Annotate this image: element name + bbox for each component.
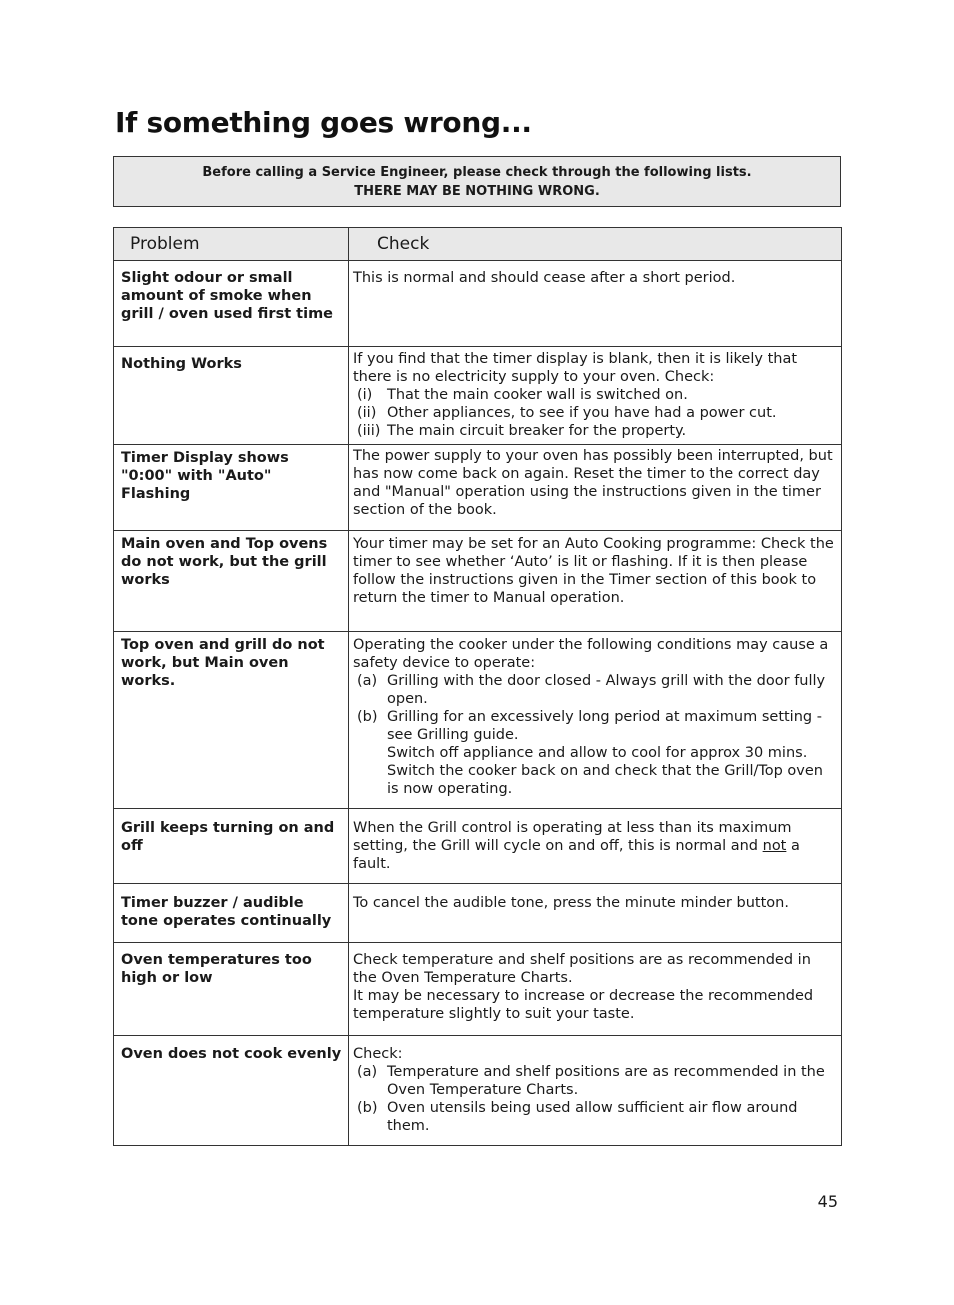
item-text: Grilling with the door closed - Always grill with the door fully open.	[387, 673, 826, 707]
check-cell	[349, 347, 842, 445]
header-problem: Problem	[114, 228, 349, 261]
notice-line-1: Before calling a Service Engineer, please check through the following lists.	[202, 165, 752, 180]
item-marker: (ii)	[357, 405, 377, 421]
header-check: Check	[349, 228, 842, 261]
problem-cell: Grill keeps turning on and off	[114, 809, 349, 884]
check-text: Check temperature and shelf positions are as recommended in the Oven Temperature Charts.	[353, 952, 811, 986]
check-text: When the Grill control is operating at less than its maximum setting, the Grill will cycle on and off, this is normal and	[353, 820, 792, 854]
check-list-item	[353, 386, 837, 404]
item-marker: (iii)	[357, 423, 381, 439]
table-row	[114, 261, 842, 347]
problem-cell: Timer Display shows "0:00" with "Auto" Flashing	[114, 445, 349, 531]
item-marker: (a)	[357, 1064, 378, 1080]
check-text: Check:	[353, 1046, 403, 1062]
problem-cell: Oven does not cook evenly	[114, 1036, 349, 1146]
check-cell	[349, 943, 842, 1036]
check-list-item	[353, 404, 837, 422]
check-list-item	[353, 1063, 837, 1099]
item-text: Oven utensils being used allow sufficient air flow around them.	[387, 1100, 798, 1134]
check-text: The power supply to your oven has possibly been interrupted, but has now come back on again. Reset the timer to the correct day and "Manual" operation using the instructions given in the timer section of the book.	[353, 448, 833, 518]
check-cell	[349, 632, 842, 809]
table-row	[114, 445, 842, 531]
check-emphasis: not	[762, 838, 787, 854]
table-row	[114, 632, 842, 809]
item-marker: (b)	[357, 709, 378, 725]
table-row	[114, 347, 842, 445]
check-text: To cancel the audible tone, press the minute minder button.	[353, 895, 789, 911]
check-text: Operating the cooker under the following conditions may cause a safety device to operate:	[353, 637, 829, 671]
check-list-item	[353, 1099, 837, 1135]
page-title: If something goes wrong...	[115, 106, 532, 139]
problem-cell: Nothing Works	[114, 347, 349, 445]
table-row	[114, 531, 842, 632]
check-text-tail: a fault.	[353, 838, 800, 872]
check-cell	[349, 531, 842, 632]
problem-cell: Top oven and grill do not work, but Main oven works.	[114, 632, 349, 809]
table-row	[114, 1036, 842, 1146]
item-marker: (a)	[357, 673, 378, 689]
item-text: Grilling for an excessively long period at maximum setting - see Grilling guide.	[387, 709, 822, 743]
notice-line-2: THERE MAY BE NOTHING WRONG.	[354, 184, 600, 199]
table-row	[114, 943, 842, 1036]
item-text: That the main cooker wall is switched on.	[387, 387, 688, 403]
table-row	[114, 809, 842, 884]
check-cell	[349, 261, 842, 347]
check-list-item	[353, 708, 837, 744]
check-text: If you find that the timer display is blank, then it is likely that there is no electricity supply to your oven. Check:	[353, 351, 798, 385]
table-row	[114, 884, 842, 943]
problem-cell: Timer buzzer / audible tone operates continually	[114, 884, 349, 943]
check-text: Your timer may be set for an Auto Cooking programme: Check the timer to see whether ‘Auto’ is lit or flashing. If it is then please follow the instructions given in the Timer section of this book to return the timer to Manual operation.	[353, 536, 834, 606]
page-number: 45	[817, 1192, 838, 1211]
check-cell	[349, 809, 842, 884]
check-list-item	[353, 672, 837, 708]
check-list-item	[353, 422, 837, 440]
check-cell	[349, 445, 842, 531]
check-text-2: It may be necessary to increase or decrease the recommended temperature slightly to suit your taste.	[353, 988, 814, 1022]
item-text: Other appliances, to see if you have had a power cut.	[387, 405, 777, 421]
item-marker: (b)	[357, 1100, 378, 1116]
check-cell	[349, 884, 842, 943]
problem-cell: Main oven and Top ovens do not work, but the grill works	[114, 531, 349, 632]
item-text: The main circuit breaker for the property.	[387, 423, 687, 439]
service-notice	[113, 156, 841, 207]
table-header-row	[114, 228, 842, 261]
item-text: Temperature and shelf positions are as recommended in the Oven Temperature Charts.	[387, 1064, 825, 1098]
problem-cell: Oven temperatures too high or low	[114, 943, 349, 1036]
check-text: This is normal and should cease after a short period.	[353, 270, 736, 286]
check-text-after: Switch off appliance and allow to cool for approx 30 mins. Switch the cooker back on and check that the Grill/Top oven is now operating.	[387, 745, 823, 797]
troubleshooting-table	[113, 227, 842, 1146]
check-cell	[349, 1036, 842, 1146]
problem-cell: Slight odour or small amount of smoke when grill / oven used first time	[114, 261, 349, 347]
item-marker: (i)	[357, 387, 373, 403]
